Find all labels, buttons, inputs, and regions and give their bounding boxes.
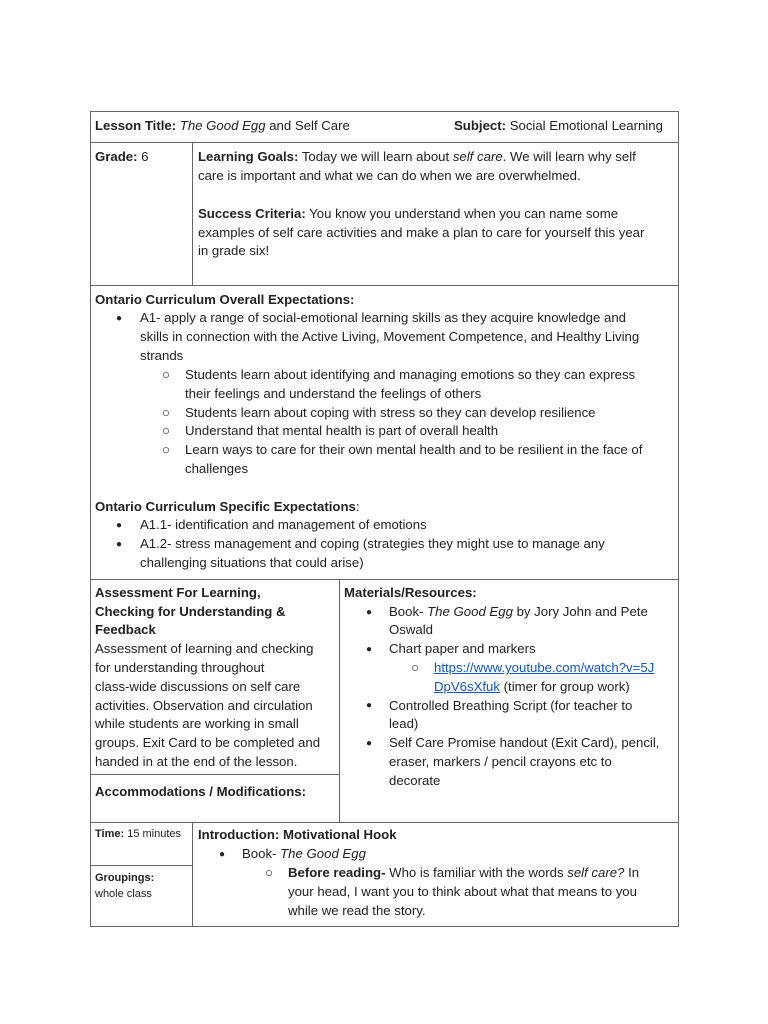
materials-promise-line-2: eraser, markers / pencil crayons etc to — [389, 754, 612, 769]
assessment-heading-line-2: Checking for Understanding & — [95, 604, 286, 619]
assessment-heading-line-3: Feedback — [95, 622, 156, 637]
bullet-disc-icon: ● — [366, 607, 373, 618]
materials-breathing-line-1: Controlled Breathing Script (for teacher to — [389, 698, 633, 713]
youtube-link-line-1[interactable]: https://www.youtube.com/watch?v=5J — [434, 660, 655, 675]
accommodations-heading: Accommodations / Modifications: — [95, 784, 307, 799]
lesson-title-label: Lesson Title: — [95, 118, 177, 133]
specific-item-1: A1.1- identification and management of emotions — [140, 517, 427, 532]
specific-expectations-heading — [95, 498, 360, 517]
before-reading-text-end: In — [624, 865, 640, 880]
materials-book-title: The Good Egg — [427, 604, 513, 619]
intro-book-prefix: Book- — [242, 846, 281, 861]
subject-label: Subject: — [454, 118, 507, 133]
time — [95, 826, 181, 842]
materials-promise-line-1: Self Care Promise handout (Exit Card), pencil, — [389, 735, 660, 750]
learning-goals-emphasis: self care — [452, 149, 503, 164]
assessment-line-1: Assessment of learning and checking — [95, 641, 314, 656]
before-reading-label: Before reading- — [288, 865, 386, 880]
lesson-title — [95, 117, 350, 136]
groupings-value: whole class — [95, 888, 152, 900]
bullet-circle-icon: ○ — [162, 423, 170, 438]
before-reading-line-3: while we read the story. — [288, 903, 426, 918]
grade-label: Grade: — [95, 149, 138, 164]
grade-value: 6 — [137, 149, 149, 164]
success-criteria-line-3: in grade six! — [198, 243, 270, 258]
a1-line-1: A1- apply a range of social-emotional learning skills as they acquire knowledge and — [140, 310, 627, 325]
subject — [454, 117, 663, 136]
success-criteria-line-2: examples of self care activities and make a plan to care for yourself this year — [198, 225, 645, 240]
time-label: Time: — [95, 828, 125, 840]
bullet-circle-icon: ○ — [162, 442, 170, 457]
learning-goals-text: Today we will learn about — [298, 149, 453, 164]
sub4-line-1: Learn ways to care for their own mental health and to be resilient in the face of — [185, 442, 643, 457]
youtube-link-note: (timer for group work) — [499, 679, 630, 694]
intro-book — [242, 845, 366, 864]
bullet-disc-icon: ● — [116, 313, 123, 324]
materials-book-line-2: Oswald — [389, 622, 433, 637]
materials-promise-line-3: decorate — [389, 773, 441, 788]
specific-item-2-line-2: challenging situations that could arise) — [140, 555, 364, 570]
assessment-line-6: groups. Exit Card to be completed and — [95, 735, 321, 750]
overall-expectations-heading: Ontario Curriculum Overall Expectations: — [95, 292, 355, 307]
groupings-label: Groupings: — [95, 872, 155, 884]
materials-chart: Chart paper and markers — [389, 641, 536, 656]
bullet-circle-icon: ○ — [162, 405, 170, 420]
materials-book-line-1 — [389, 603, 648, 622]
specific-item-2-line-1: A1.2- stress management and coping (strategies they might use to manage any — [140, 536, 605, 551]
learning-goals-label: Learning Goals: — [198, 149, 299, 164]
bullet-disc-icon: ● — [366, 738, 373, 749]
subject-value: Social Emotional Learning — [506, 118, 663, 133]
bullet-circle-icon: ○ — [162, 367, 170, 382]
sub1-line-2: their feelings and understand the feelings of others — [185, 386, 482, 401]
materials-breathing-line-2: lead) — [389, 716, 419, 731]
a1-line-3: strands — [140, 348, 184, 363]
bullet-disc-icon: ● — [116, 520, 123, 531]
bullet-disc-icon: ● — [116, 539, 123, 550]
before-reading-line-1 — [288, 864, 639, 883]
assessment-line-4: activities. Observation and circulation — [95, 698, 313, 713]
intro-heading: Introduction: Motivational Hook — [198, 827, 397, 842]
before-reading-line-2: your head, I want you to think about what that means to you — [288, 884, 637, 899]
sub4-line-2: challenges — [185, 461, 249, 476]
assessment-line-2: for understanding throughout — [95, 660, 265, 675]
specific-heading-colon: : — [355, 499, 360, 514]
a1-line-2: skills in connection with the Active Living, Movement Competence, and Healthy Living — [140, 329, 640, 344]
youtube-link-line-2 — [434, 678, 630, 697]
assessment-line-3: class-wide discussions on self care — [95, 679, 301, 694]
lesson-title-book: The Good Egg — [179, 118, 266, 133]
success-criteria-label: Success Criteria: — [198, 206, 306, 221]
bullet-disc-icon: ● — [366, 644, 373, 655]
learning-goals-line-2: care is important and what we can do when we are overwhelmed. — [198, 168, 581, 183]
time-value: 15 minutes — [124, 828, 182, 840]
youtube-link-line-2-anchor[interactable]: DpV6sXfuk — [434, 679, 500, 694]
learning-goals-line-1 — [198, 148, 636, 167]
bullet-disc-icon: ● — [366, 700, 373, 711]
success-criteria-line-1 — [198, 205, 618, 224]
materials-book-prefix: Book- — [389, 604, 428, 619]
specific-heading-text: Ontario Curriculum Specific Expectations — [95, 499, 356, 514]
sub3: Understand that mental health is part of overall health — [185, 423, 499, 438]
assessment-line-5: while students are working in small — [95, 716, 299, 731]
assessment-heading-line-1: Assessment For Learning, — [95, 585, 261, 600]
assessment-line-7: handed in at the end of the lesson. — [95, 754, 298, 769]
success-criteria-text: You know you understand when you can name some — [305, 206, 619, 221]
bullet-disc-icon: ● — [219, 849, 226, 860]
sub2: Students learn about coping with stress so they can develop resilience — [185, 405, 596, 420]
bullet-circle-icon: ○ — [265, 865, 273, 880]
sub1-line-1: Students learn about identifying and managing emotions so they can express — [185, 367, 636, 382]
materials-book-authors: by Jory John and Pete — [512, 604, 648, 619]
grade — [95, 148, 149, 167]
intro-book-title: The Good Egg — [280, 846, 366, 861]
learning-goals-text-end: . We will learn why self — [502, 149, 636, 164]
materials-heading: Materials/Resources: — [344, 585, 477, 600]
before-reading-text: Who is familiar with the words — [385, 865, 568, 880]
bullet-circle-icon: ○ — [411, 660, 419, 675]
lesson-title-rest: and Self Care — [265, 118, 350, 133]
before-reading-emphasis: self care? — [567, 865, 625, 880]
